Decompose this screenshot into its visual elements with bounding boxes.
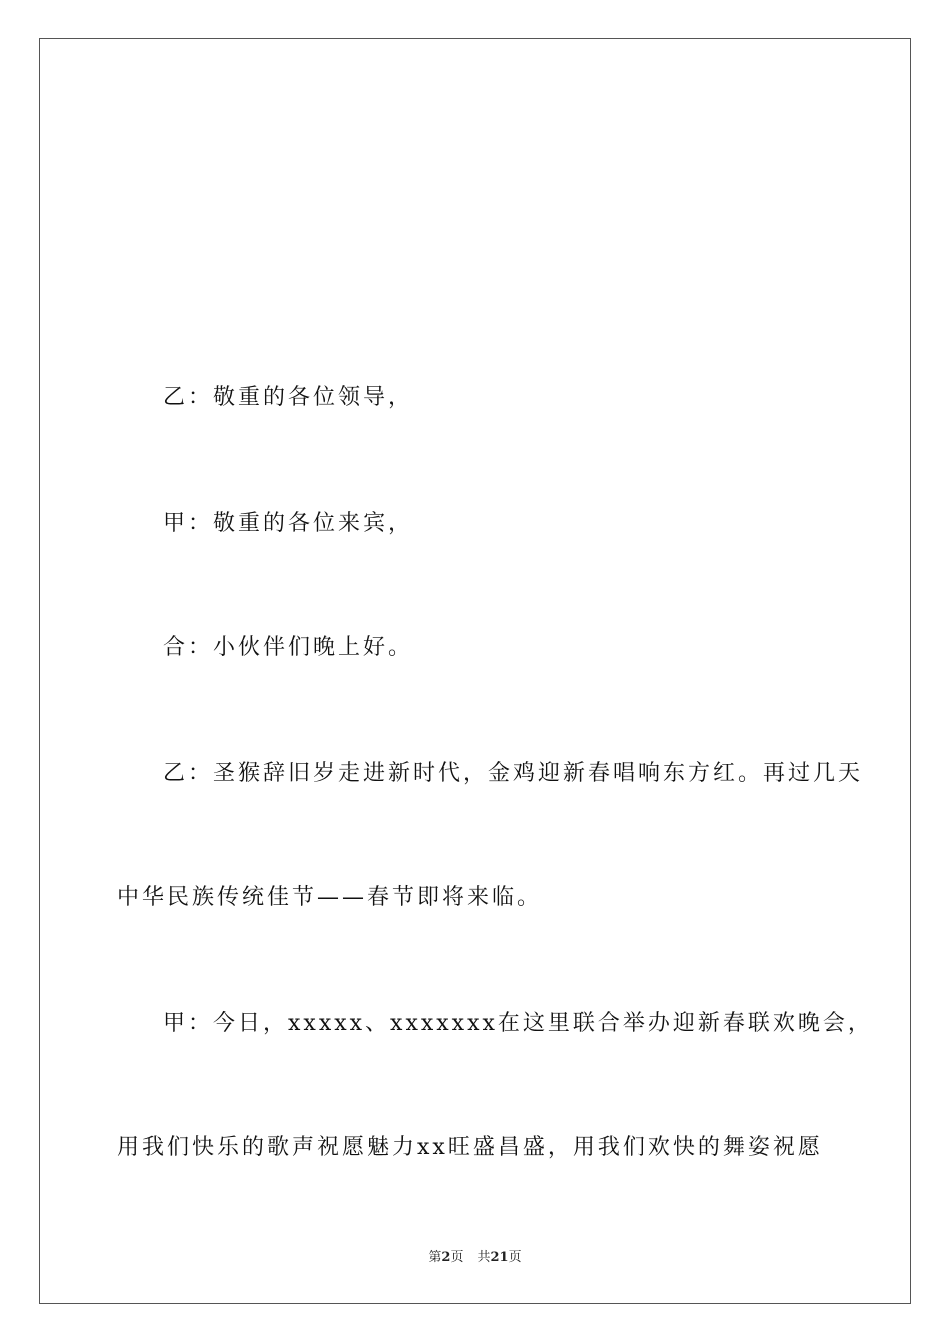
page-frame: [39, 38, 911, 1304]
page-footer: [0, 1246, 950, 1265]
text-line-1: 乙：敬重的各位领导，: [163, 385, 414, 410]
footer-total-suffix: 页: [508, 1250, 522, 1265]
footer-total-prefix: 共: [477, 1250, 491, 1265]
text-line-6: 甲：今日，xxxxx、xxxxxxx在这里联合举办迎新春联欢晚会，: [163, 1011, 873, 1036]
footer-total-pages: 21: [490, 1250, 509, 1265]
footer-page-suffix: 页: [450, 1250, 464, 1265]
text-line-7: 用我们快乐的歌声祝愿魅力xx旺盛昌盛，用我们欢快的舞姿祝愿: [117, 1135, 823, 1160]
text-line-5: 中华民族传统佳节——春节即将来临。: [117, 885, 543, 910]
text-line-4: 乙：圣猴辞旧岁走进新时代，金鸡迎新春唱响东方红。再过几天: [163, 761, 864, 786]
text-line-3: 合：小伙伴们晚上好。: [163, 635, 414, 660]
footer-page-number: 2: [441, 1250, 451, 1265]
text-line-2: 甲：敬重的各位来宾，: [163, 511, 414, 536]
footer-page-prefix: 第: [428, 1250, 442, 1265]
